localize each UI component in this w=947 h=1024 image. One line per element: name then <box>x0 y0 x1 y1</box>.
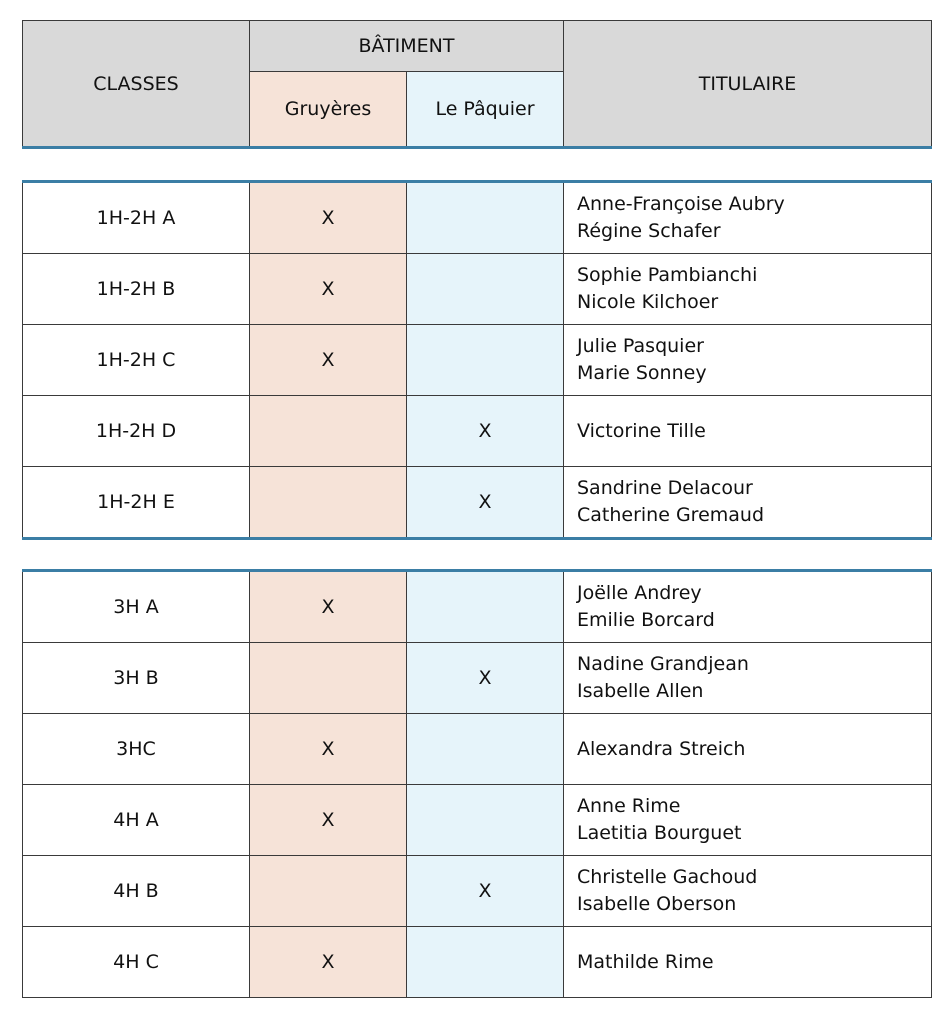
titulaire-name: Julie Pasquier <box>577 335 704 357</box>
gruyeres-mark: X <box>250 785 407 856</box>
titulaire-name: Joëlle Andrey <box>577 582 702 604</box>
header-gruyeres: Gruyères <box>250 72 407 148</box>
titulaire-cell <box>564 927 932 998</box>
header-classes: CLASSES <box>23 21 250 148</box>
gruyeres-mark: X <box>250 927 407 998</box>
gruyeres-mark <box>250 467 407 539</box>
paquier-mark <box>407 254 564 325</box>
classes-group-2 <box>22 569 932 998</box>
paquier-mark <box>407 927 564 998</box>
table-row <box>23 785 932 856</box>
class-name: 3HC <box>23 714 250 785</box>
table-row <box>23 856 932 927</box>
titulaire-cell <box>564 325 932 396</box>
gruyeres-mark: X <box>250 254 407 325</box>
titulaire-cell <box>564 467 932 539</box>
titulaire-name: Emilie Borcard <box>577 609 715 631</box>
table-row <box>23 325 932 396</box>
gruyeres-mark: X <box>250 571 407 643</box>
table-row <box>23 467 932 539</box>
table-row <box>23 254 932 325</box>
titulaire-name: Anne-Françoise Aubry <box>577 193 785 215</box>
gruyeres-mark <box>250 643 407 714</box>
class-name: 4H B <box>23 856 250 927</box>
titulaire-name: Isabelle Allen <box>577 680 704 702</box>
titulaire-name: Isabelle Oberson <box>577 893 737 915</box>
gruyeres-mark <box>250 396 407 467</box>
titulaire-name: Catherine Gremaud <box>577 504 765 526</box>
class-name: 1H-2H E <box>23 467 250 539</box>
class-name: 4H C <box>23 927 250 998</box>
classes-group-1 <box>22 180 932 540</box>
titulaire-name: Christelle Gachoud <box>577 866 758 888</box>
titulaire-cell <box>564 785 932 856</box>
paquier-mark <box>407 571 564 643</box>
titulaire-name: Marie Sonney <box>577 362 707 384</box>
gruyeres-mark: X <box>250 714 407 785</box>
paquier-mark: X <box>407 467 564 539</box>
titulaire-cell <box>564 182 932 254</box>
titulaire-name: Mathilde Rime <box>577 950 714 973</box>
titulaire-name: Nadine Grandjean <box>577 653 749 675</box>
titulaire-cell <box>564 571 932 643</box>
class-name: 1H-2H D <box>23 396 250 467</box>
paquier-mark <box>407 182 564 254</box>
table-row <box>23 927 932 998</box>
titulaire-name: Sophie Pambianchi <box>577 264 758 286</box>
titulaire-name: Victorine Tille <box>577 419 706 442</box>
header-batiment: BÂTIMENT <box>250 21 564 72</box>
table-row <box>23 182 932 254</box>
table-row <box>23 643 932 714</box>
paquier-mark <box>407 325 564 396</box>
header-paquier: Le Pâquier <box>407 72 564 148</box>
class-name: 4H A <box>23 785 250 856</box>
titulaire-name: Régine Schafer <box>577 220 721 242</box>
titulaire-name: Nicole Kilchoer <box>577 291 719 313</box>
titulaire-name: Anne Rime <box>577 795 681 817</box>
gruyeres-mark: X <box>250 325 407 396</box>
class-name: 3H B <box>23 643 250 714</box>
paquier-mark <box>407 785 564 856</box>
titulaire-cell <box>564 714 932 785</box>
class-name: 3H A <box>23 571 250 643</box>
paquier-mark <box>407 714 564 785</box>
class-name: 1H-2H B <box>23 254 250 325</box>
table-row <box>23 714 932 785</box>
table-row <box>23 396 932 467</box>
titulaire-cell <box>564 643 932 714</box>
class-name: 1H-2H C <box>23 325 250 396</box>
titulaire-cell <box>564 396 932 467</box>
titulaire-name: Sandrine Delacour <box>577 477 753 499</box>
titulaire-name: Laetitia Bourguet <box>577 822 742 844</box>
paquier-mark: X <box>407 643 564 714</box>
titulaire-cell <box>564 254 932 325</box>
paquier-mark: X <box>407 396 564 467</box>
header-titulaire: TITULAIRE <box>564 21 932 148</box>
gruyeres-mark: X <box>250 182 407 254</box>
paquier-mark: X <box>407 856 564 927</box>
table-row <box>23 571 932 643</box>
class-name: 1H-2H A <box>23 182 250 254</box>
header-table <box>22 20 932 149</box>
titulaire-cell <box>564 856 932 927</box>
gruyeres-mark <box>250 856 407 927</box>
titulaire-name: Alexandra Streich <box>577 737 746 760</box>
